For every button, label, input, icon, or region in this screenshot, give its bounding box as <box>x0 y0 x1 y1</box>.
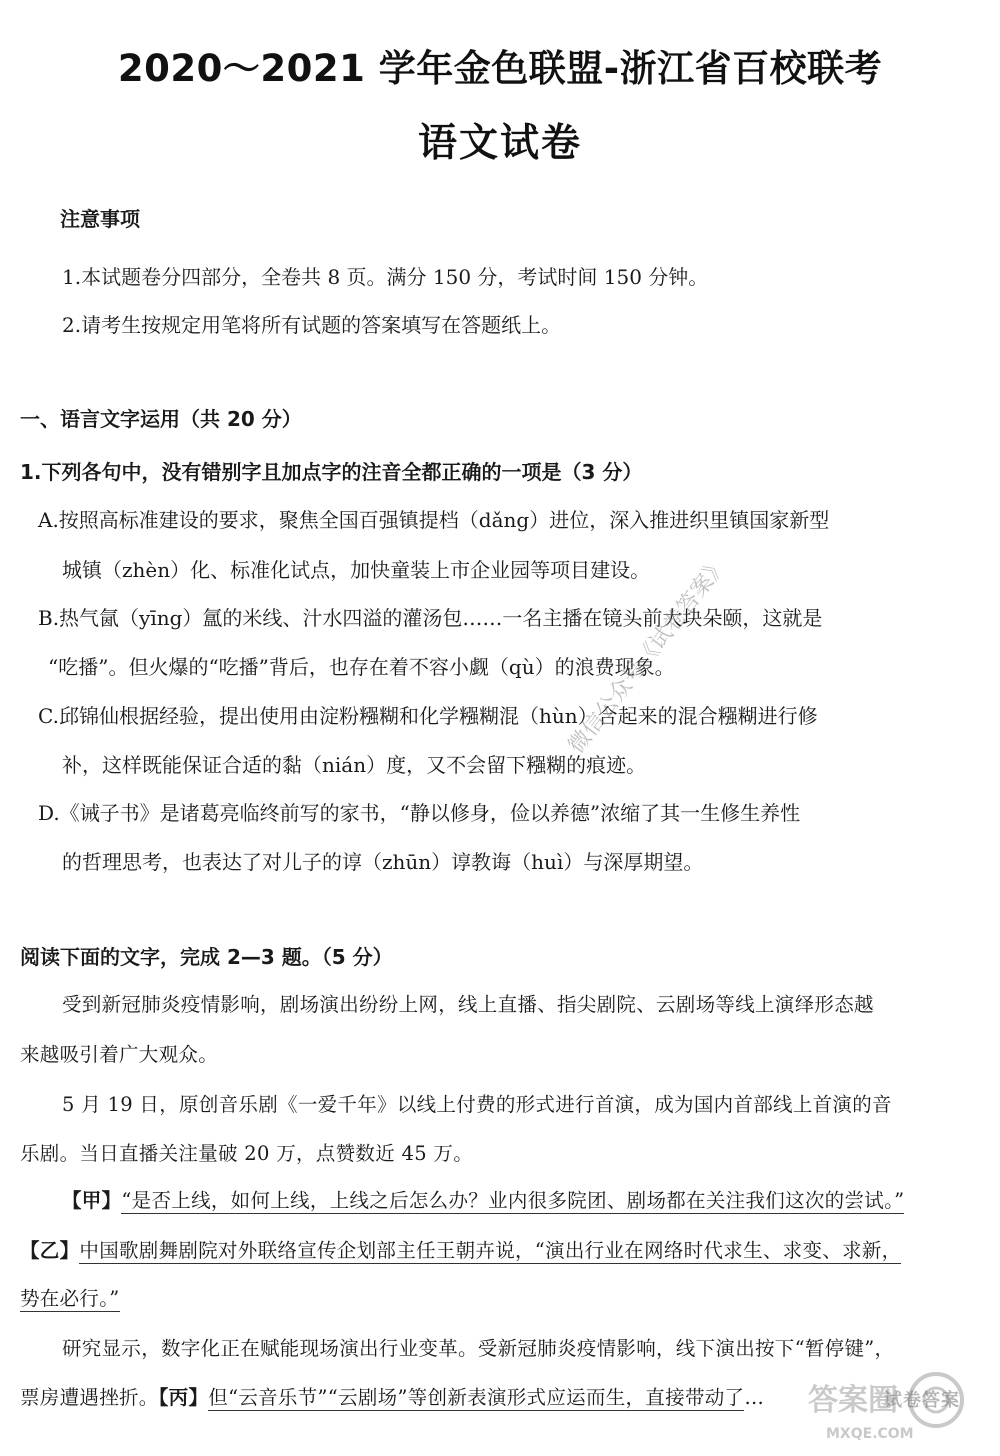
exam-subtitle: 语文试卷 <box>417 121 582 166</box>
option-a-line-1: A.按照高标准建设的要求，聚焦全国百强镇提档（dǎng）进位，深入推进织里镇国家新型 <box>38 508 830 532</box>
notice-item-1: 1.本试题卷分四部分，全卷共 8 页。满分 150 分，考试时间 150 分钟。 <box>62 265 709 289</box>
exam-title: 2020～2021 学年金色联盟-浙江省百校联考 <box>117 47 883 90</box>
reading-p2-line-2: 乐剧。当日直播关注量破 20 万，点赞数近 45 万。 <box>20 1142 474 1165</box>
marker-jia: 【甲】 <box>62 1189 122 1212</box>
reading-jia-line <box>62 1186 904 1216</box>
section-heading: 一、语言文字运用（共 20 分） <box>20 407 302 431</box>
jia-underlined-text: “是否上线，如何上线，上线之后怎么办？业内很多院团、剧场都在关注我们这次的尝试。” <box>121 1189 905 1212</box>
reading-yi-line-2 <box>20 1284 120 1314</box>
reading-p1-line-1: 受到新冠肺炎疫情影响，剧场演出纷纷上网，线上直播、指尖剧院、云剧场等线上演绎形态越 <box>62 993 874 1016</box>
reading-yi-line <box>20 1236 901 1266</box>
marker-bing: 【丙】 <box>158 1386 209 1409</box>
yi-underlined-text-2: 势在必行。” <box>20 1287 120 1310</box>
option-d-line-1: D.《诫子书》是诸葛亮临终前写的家书，“静以修身，俭以养德”浓缩了其一生修生养性 <box>38 801 801 825</box>
reading-p2-line-1: 5 月 19 日，原创音乐剧《一爱千年》以线上付费的形式进行首演，成为国内首部线上首演的音 <box>62 1093 892 1116</box>
bing-tail: … <box>744 1386 765 1409</box>
notice-item-2: 2.请考生按规定用笔将所有试题的答案填写在答题纸上。 <box>62 313 562 337</box>
diagonal-watermark: 微信公众号《试卷答案》 <box>563 552 733 759</box>
option-c-line-1: C.邱锦仙根据经验，提出使用由淀粉糨糊和化学糨糊混（hùn）合起来的混合糨糊进行修 <box>38 704 818 728</box>
option-b-line-2: “吃播”。但火爆的“吃播”背后，也存在着不容小觑（qù）的浪费现象。 <box>48 655 675 679</box>
notice-heading: 注意事项 <box>60 207 140 231</box>
bing-underlined-text: 但“云音乐节”“云剧场”等创新表演形式应运而生，直接带动了 <box>208 1386 745 1409</box>
marker-yi: 【乙】 <box>20 1239 80 1262</box>
logo-caption: 试卷答案 <box>884 1390 960 1411</box>
option-c-line-2: 补，这样既能保证合适的黏（nián）度，又不会留下糨糊的痕迹。 <box>62 753 647 777</box>
option-d-line-2: 的哲理思考，也表达了对儿子的谆（zhūn）谆教诲（huì）与深厚期望。 <box>62 850 704 874</box>
option-a-line-2: 城镇（zhèn）化、标准化试点，加快童装上市企业园等项目建设。 <box>62 558 651 582</box>
logo-text: 答案圈 <box>808 1383 898 1418</box>
reading-p1-line-2: 来越吸引着广大观众。 <box>20 1043 219 1066</box>
reading-p3-line-2 <box>20 1383 764 1413</box>
yi-underlined-text: 中国歌剧舞剧院对外联络宣传企划部主任王朝卉说，“演出行业在网络时代求生、求变、求新， <box>79 1239 902 1262</box>
option-b-line-1: B.热气氤（yīng）氲的米线、汁水四溢的灌汤包……一名主播在镜头前大块朵颐，这就是 <box>38 606 823 630</box>
logo-domain: MXQE.COM <box>826 1426 914 1442</box>
p3-text: 票房遭遇挫折。 <box>20 1386 159 1409</box>
reading-heading: 阅读下面的文字，完成 2—3 题。（5 分） <box>20 945 393 969</box>
reading-p3-line-1: 研究显示，数字化正在赋能现场演出行业变革。受新冠肺炎疫情影响，线下演出按下“暂停键”， <box>62 1337 895 1360</box>
question-1-stem: 1.下列各句中，没有错别字且加点字的注音全都正确的一项是（3 分） <box>20 460 643 484</box>
